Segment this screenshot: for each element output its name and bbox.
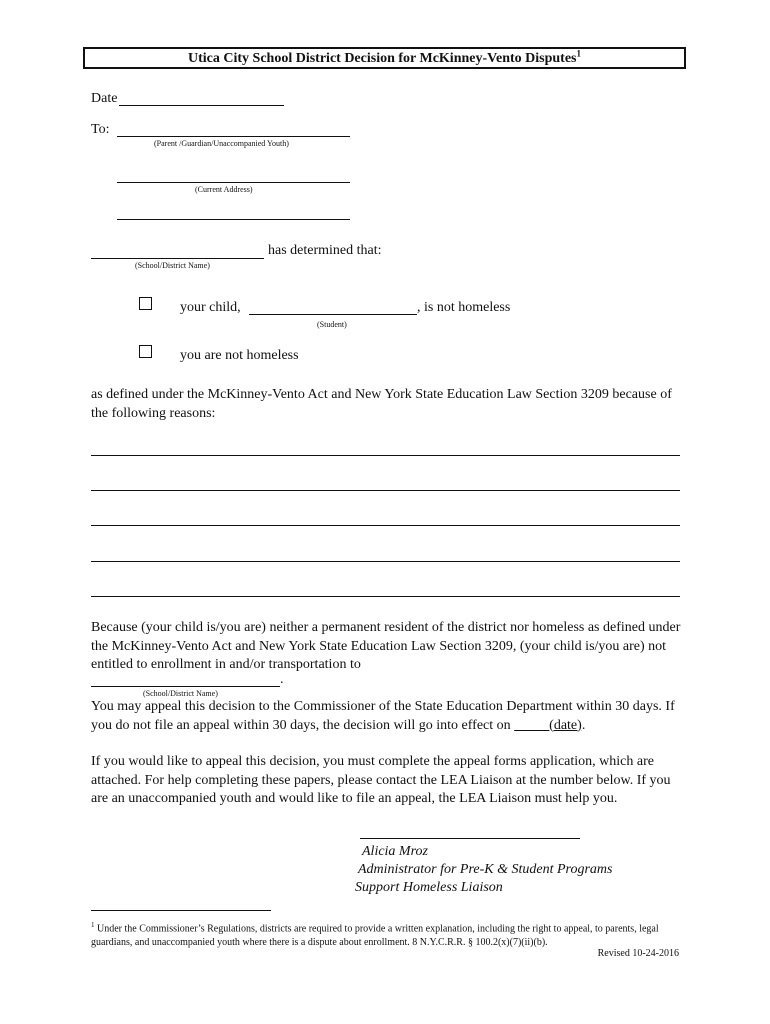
school-caption-2: (School/District Name) — [143, 689, 218, 698]
signature-line[interactable] — [360, 838, 580, 839]
option-child-prefix: your child, — [180, 300, 241, 315]
footnote-text: Under the Commissioner’s Regulations, districts are required to provide a written explanation, including the right to appeal, to parents, legal guardians, and unaccompanied youth where there is a dispute about enrollment. 8 N.Y.C.R.R. § 100.2(x)(7)(ii)(b). — [91, 923, 659, 949]
reason-line-1[interactable] — [91, 455, 680, 456]
reason-line-2[interactable] — [91, 490, 680, 491]
defined-paragraph: as defined under the McKinney-Vento Act and New York State Education Law Section 3209 because of the following reasons: — [91, 387, 672, 421]
student-caption: (Student) — [317, 320, 347, 329]
determined-text: has determined that: — [268, 243, 382, 258]
school-field-line-2[interactable] — [91, 686, 280, 687]
address-caption: (Current Address) — [195, 185, 253, 194]
you-not-homeless-checkbox[interactable] — [139, 345, 152, 358]
document-title — [83, 47, 686, 69]
option-you: you are not homeless — [180, 348, 299, 363]
footnote-mark: 1 — [91, 921, 95, 929]
footnote — [91, 918, 686, 950]
signer-title-2: Support Homeless Liaison — [355, 880, 503, 895]
revised-date: Revised 10-24-2016 — [597, 948, 679, 959]
title-footnote-mark: 1 — [576, 48, 581, 59]
school-caption: (School/District Name) — [135, 261, 210, 270]
option-child-suffix: , is not homeless — [417, 300, 511, 315]
address-field-line[interactable] — [117, 182, 350, 183]
date-field-line[interactable] — [119, 105, 284, 106]
period: . — [280, 672, 284, 687]
appeal-period: . — [581, 717, 586, 733]
child-not-homeless-checkbox[interactable] — [139, 297, 152, 310]
date-label: Date — [91, 91, 118, 106]
signer-title-1: Administrator for Pre-K & Student Programs — [358, 862, 613, 877]
appeal-paragraph — [91, 698, 686, 735]
signer-name: Alicia Mroz — [362, 844, 428, 859]
reason-line-5[interactable] — [91, 596, 680, 597]
title-text: Utica City School District Decision for McKinney-Vento Disputes — [188, 51, 577, 66]
because-paragraph: Because (your child is/you are) neither a permanent resident of the district nor homeless as defined under the McKinney-Vento Act and New York State Education Law Section 3209, (your child is/you are) not entitled to enrollment in and/or transportation to — [91, 620, 681, 672]
reason-line-4[interactable] — [91, 561, 680, 562]
address-field-line-2[interactable] — [117, 219, 350, 220]
footnote-separator — [91, 910, 271, 911]
appeal-date-text: (date) — [549, 717, 582, 733]
help-paragraph: If you would like to appeal this decision, you must complete the appeal forms application, which are attached. For help completing these papers, please contact the LEA Liaison at the number below. If you are an unaccompanied youth and would like to file an appeal, the LEA Liaison must help you. — [91, 754, 671, 806]
appeal-date[interactable] — [514, 718, 582, 733]
to-label: To: — [91, 122, 110, 137]
recipient-caption: (Parent /Guardian/Unaccompanied Youth) — [154, 139, 289, 148]
school-field-line[interactable] — [91, 258, 264, 259]
appeal-text: You may appeal this decision to the Commissioner of the State Education Department within 30 days. If you do not file an appeal within 30 days, the decision will go into effect on — [91, 699, 675, 733]
recipient-field-line[interactable] — [117, 136, 350, 137]
reason-line-3[interactable] — [91, 525, 680, 526]
student-field-line[interactable] — [249, 314, 417, 315]
